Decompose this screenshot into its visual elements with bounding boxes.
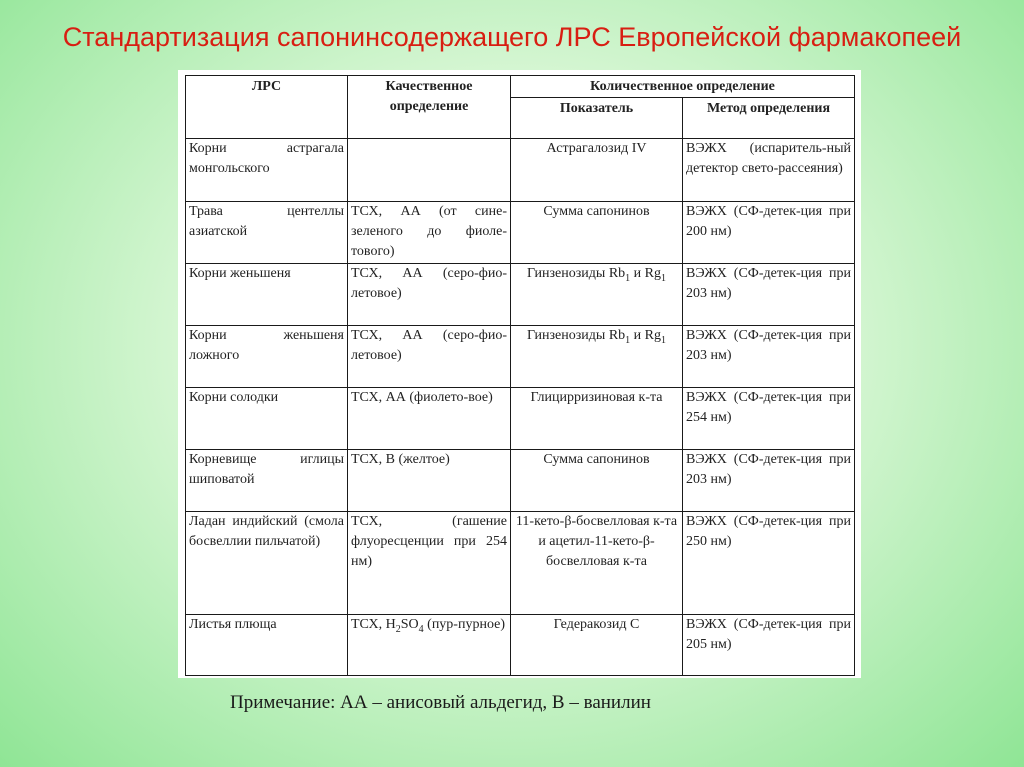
table-row [186, 326, 855, 388]
header-qualitative: Качественное определение [348, 76, 511, 139]
cell-lrs: Трава центеллы азиатской [186, 202, 348, 264]
subscript: 1 [625, 272, 631, 284]
subscript: 1 [625, 334, 631, 346]
table-panel [178, 70, 861, 678]
indicator-text: и Rg [630, 328, 661, 343]
slide-title: Стандартизация сапонинсодержащего ЛРС Европейской фармакопеей [62, 22, 962, 52]
table-row [186, 202, 855, 264]
cell-lrs: Ладан индийский (смола босвеллии пильчатой) [186, 512, 348, 615]
subscript: 1 [661, 272, 666, 284]
header-quantitative: Количественное определение [511, 76, 855, 98]
qualitative-text: ТСХ, H [351, 617, 396, 632]
cell-lrs: Корни солодки [186, 388, 348, 450]
indicator-text: Гинзенозиды Rb [526, 328, 626, 343]
cell-indicator: Глицирризиновая к-та [511, 388, 683, 450]
cell-method: ВЭЖХ (СФ-детек-ция при 200 нм) [683, 202, 855, 264]
indicator-text: и Rg [630, 266, 661, 281]
subscript: 1 [661, 334, 666, 346]
subscript: 4 [418, 623, 424, 635]
cell-lrs: Корни астрагала монгольского [186, 139, 348, 202]
cell-method: ВЭЖХ (СФ-детек-ция при 205 нм) [683, 615, 855, 676]
cell-qualitative: ТСХ, АА (серо-фио-летовое) [348, 326, 511, 388]
cell-lrs: Листья плюща [186, 615, 348, 676]
footnote: Примечание: АА – анисовый альдегид, В – ванилин [230, 692, 651, 713]
table-row [186, 615, 855, 676]
header-indicator: Показатель [511, 98, 683, 139]
table-row [186, 450, 855, 512]
cell-method: ВЭЖХ (СФ-детек-ция при 203 нм) [683, 264, 855, 326]
cell-method: ВЭЖХ (СФ-детек-ция при 203 нм) [683, 450, 855, 512]
cell-method: ВЭЖХ (испаритель-ный детектор свето-рассеяния) [683, 139, 855, 202]
cell-indicator [511, 326, 683, 388]
table-row [186, 264, 855, 326]
table-row [186, 139, 855, 202]
cell-qualitative: ТСХ, АА (от сине-зеленого до фиоле-тового) [348, 202, 511, 264]
cell-indicator: Астрагалозид IV [511, 139, 683, 202]
qualitative-text: SO [400, 617, 419, 632]
cell-qualitative: ТСХ, В (желтое) [348, 450, 511, 512]
standardization-table [185, 75, 855, 676]
cell-qualitative [348, 615, 511, 676]
cell-lrs: Корни женьшеня [186, 264, 348, 326]
cell-indicator [511, 264, 683, 326]
header-lrs: ЛРС [186, 76, 348, 139]
cell-indicator: Гедеракозид С [511, 615, 683, 676]
qualitative-text: (пур-пурное) [423, 617, 506, 632]
subscript: 2 [395, 623, 401, 635]
cell-indicator: 11-кето-β-босвелловая к-та и ацетил-11-кето-β-босвелловая к-та [511, 512, 683, 615]
cell-method: ВЭЖХ (СФ-детек-ция при 203 нм) [683, 326, 855, 388]
table-row [186, 512, 855, 615]
cell-method: ВЭЖХ (СФ-детек-ция при 254 нм) [683, 388, 855, 450]
cell-qualitative [348, 139, 511, 202]
cell-indicator: Сумма сапонинов [511, 450, 683, 512]
cell-lrs: Корневище иглицы шиповатой [186, 450, 348, 512]
table-row [186, 388, 855, 450]
cell-qualitative: ТСХ, АА (фиолето-вое) [348, 388, 511, 450]
cell-qualitative: ТСХ, АА (серо-фио-летовое) [348, 264, 511, 326]
cell-indicator: Сумма сапонинов [511, 202, 683, 264]
cell-qualitative: ТСХ, (гашение флуоресценции при 254 нм) [348, 512, 511, 615]
cell-lrs: Корни женьшеня ложного [186, 326, 348, 388]
header-method: Метод определения [683, 98, 855, 139]
indicator-text: Гинзенозиды Rb [526, 266, 626, 281]
cell-method: ВЭЖХ (СФ-детек-ция при 250 нм) [683, 512, 855, 615]
